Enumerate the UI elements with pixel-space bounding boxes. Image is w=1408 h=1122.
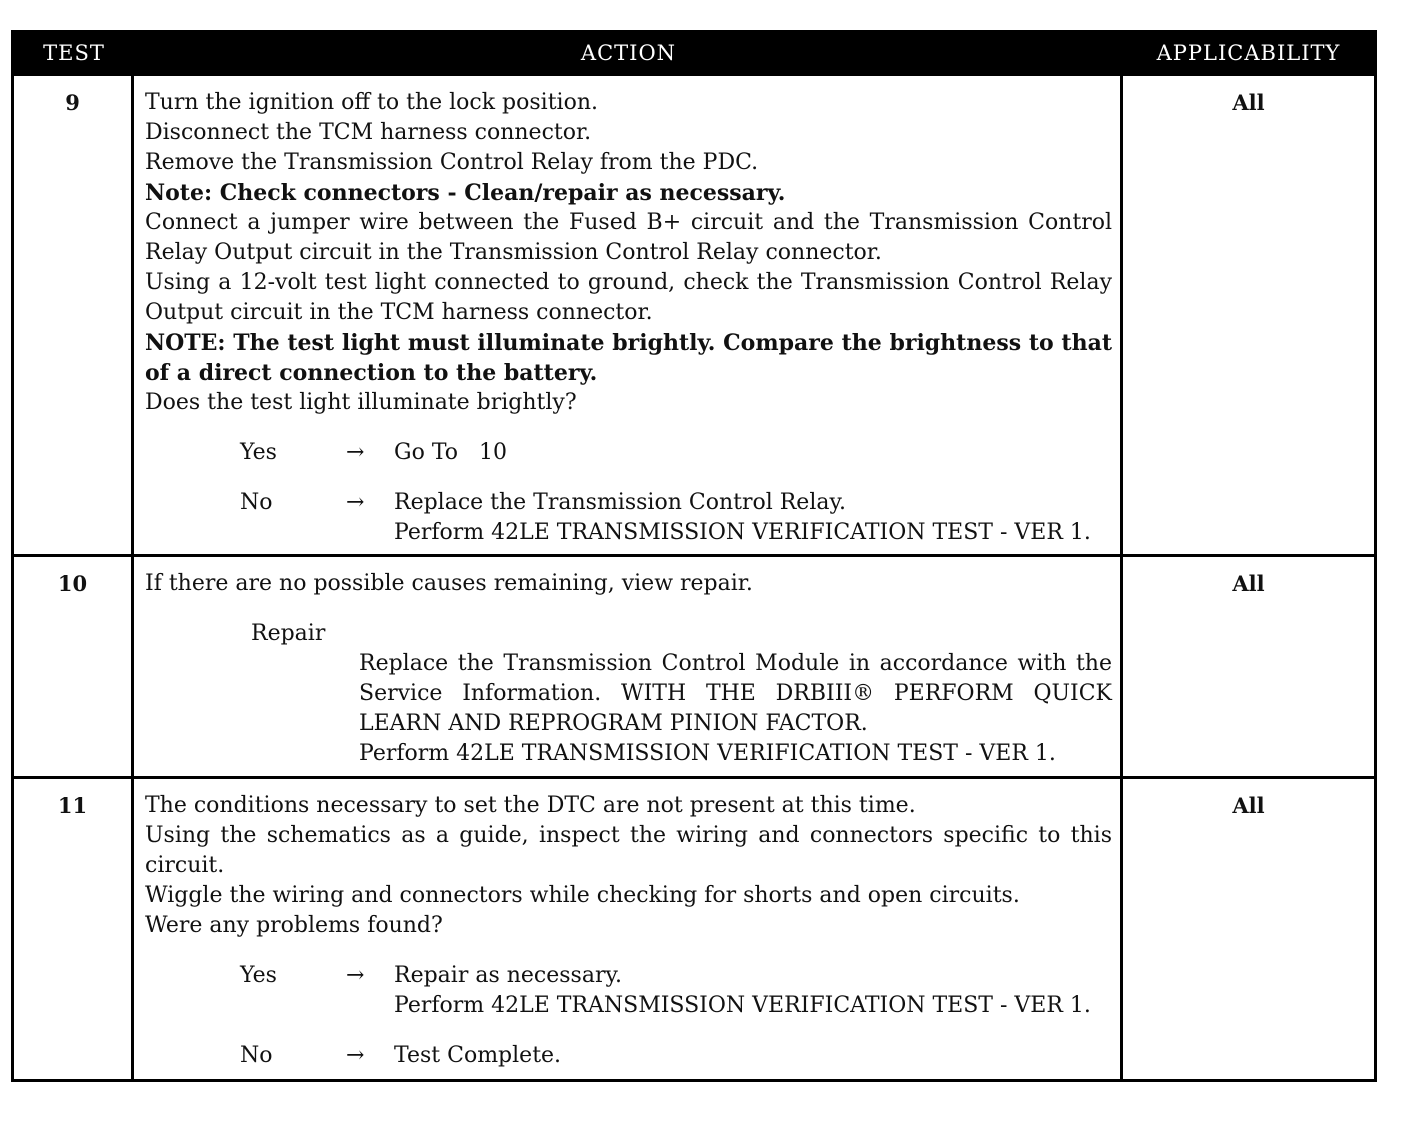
no-label: No [240,490,273,515]
action-line: Disconnect the TCM harness connector. [145,120,592,145]
question-text: Does the test light illuminate brightly? [145,390,577,415]
applicability-value: All [1232,90,1265,115]
action-cell [134,76,1123,554]
action-cell [134,557,1123,776]
no-result: Test Complete. [394,1043,562,1068]
header-applicability: APPLICABILITY [1156,41,1341,65]
yes-result-line: Perform 42LE TRANSMISSION VERIFICATION TEST - VER 1. [394,993,1091,1018]
arrow-icon: → [346,490,365,515]
no-result-line: Replace the Transmission Control Relay. [394,490,846,515]
note-text: NOTE: The test light must illuminate brightly. Compare the brightness to that of a direct connection to the battery. [145,330,1112,386]
action-cell [134,779,1123,1079]
action-line: Using a 12-volt test light connected to ground, check the Transmission Control Relay Output circuit in the TCM harness connector. [145,270,1112,325]
test-number: 11 [14,779,134,1079]
arrow-icon: → [346,1043,365,1068]
no-label: No [240,1043,273,1068]
diagnostic-test-table [11,30,1377,1082]
applicability-value: All [1232,793,1265,818]
test-number: 9 [14,76,134,554]
repair-text: Perform 42LE TRANSMISSION VERIFICATION TEST - VER 1. [359,741,1056,766]
yes-result [394,961,1112,1021]
action-line: Turn the ignition off to the lock position. [145,90,598,115]
yes-result-line: Repair as necessary. [394,963,622,988]
no-branch [145,1041,1112,1071]
action-line: Remove the Transmission Control Relay from the PDC. [145,150,759,175]
arrow-icon: → [346,440,365,465]
no-result [394,488,1112,548]
test-number: 10 [14,557,134,776]
yes-label: Yes [240,440,277,465]
repair-text: Replace the Transmission Control Module in accordance with the Service Information. WITH THE DRBIII® PERFORM QUICK LEARN AND REPROGRAM PINION FACTOR. [359,651,1112,736]
action-line: The conditions necessary to set the DTC are not present at this time. [145,793,916,818]
no-result-line: Perform 42LE TRANSMISSION VERIFICATION TEST - VER 1. [394,520,1091,545]
yes-label: Yes [240,963,277,988]
header-test: TEST [43,41,105,65]
repair-label: Repair [251,621,326,646]
question-text: Were any problems found? [145,913,443,938]
applicability-value: All [1232,571,1265,596]
table-row-test-9 [14,73,1374,554]
action-line: If there are no possible causes remaining, view repair. [145,571,753,596]
arrow-icon: → [346,963,365,988]
action-line: Connect a jumper wire between the Fused B+ circuit and the Transmission Control Relay Output circuit in the Transmission Control Relay connector. [145,210,1112,265]
table-header [14,33,1374,73]
table-row-test-11 [14,776,1374,1079]
no-branch [145,488,1112,548]
action-line: Using the schematics as a guide, inspect the wiring and connectors specific to this circuit. [145,823,1112,878]
yes-result: Go To 10 [394,440,507,465]
yes-branch [145,438,1112,468]
header-action: ACTION [580,41,677,65]
table-row-test-10 [14,554,1374,776]
note-text: Note: Check connectors - Clean/repair as necessary. [145,180,786,206]
action-line: Wiggle the wiring and connectors while checking for shorts and open circuits. [145,883,1020,908]
yes-branch [145,961,1112,1021]
